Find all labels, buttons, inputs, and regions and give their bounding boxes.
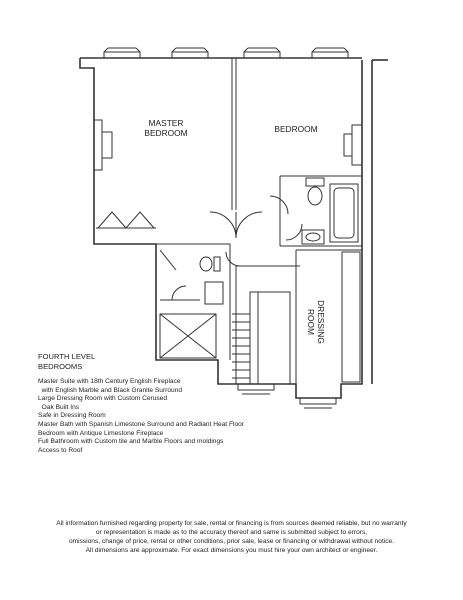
window-bottom-2 [300,398,336,408]
level-title [38,352,95,372]
door-swing-3 [270,196,288,214]
disclaimer-line: All information furnished regarding property for sale, rental or financing is from sources deemed reliable, but no warranty [56,520,407,527]
dressing-room-label: DRESSING ROOM [306,300,326,344]
master-bedroom-label-line1: MASTER [148,118,184,128]
master-bedroom-label-line2: BEDROOM [144,128,188,138]
feature-item: Oak Built Ins [38,403,80,411]
master-bedroom-label [136,118,196,138]
feature-item: Large Dressing Room with Custom Cerused [38,395,167,403]
stair-core [232,266,300,384]
disclaimer-line: or representation is made as to the accuracy thereof and same is submitted subject to errors, [95,529,368,536]
disclaimer-line: omissions, change of price, rental or other conditions, prior sale, lease or financing or withdrawal without notice. [68,538,395,545]
toilet-master [200,257,220,271]
level-title-line2: BEDROOMS [38,362,83,371]
feature-item: with English Marble and Black Granite Surround [38,386,183,394]
door-swing-5 [160,250,176,270]
feature-item: Master Suite with 18th Century English Fireplace [38,378,181,385]
window-top-3 [244,48,280,58]
master-bath [156,244,230,360]
window-top-1 [104,48,140,58]
bedroom-label: BEDROOM [274,124,318,134]
door-swing-6 [226,252,240,266]
closet-doors [96,212,156,228]
interior-wall-mid [232,58,236,210]
feature-item: Safe in Dressing Room [38,412,106,420]
window-top-2 [172,48,208,58]
features-list [38,378,298,455]
disclaimer-line: All dimensions are approximate. For exact dimensions you must hire your own architect or engineer. [85,547,378,554]
master-fireplace [94,120,112,170]
feature-item: Master Bath with Spanish Limestone Surround and Radiant Heat Floor [38,420,244,428]
level-title-line1: FOURTH LEVEL [38,352,96,361]
door-swing-4 [286,224,302,240]
disclaimer [20,519,443,555]
window-top-4 [312,48,348,58]
feature-item: Access to Roof [38,446,83,454]
door-swing-1 [210,212,236,238]
door-swing-2 [236,212,262,238]
hall-bath [280,176,362,246]
feature-item: Bedroom with Antique Limestone Fireplace [38,429,164,437]
bedroom-fireplace [344,125,362,165]
feature-item: Full Bathroom with Custom tile and Marble Floors and moldings [38,438,224,446]
